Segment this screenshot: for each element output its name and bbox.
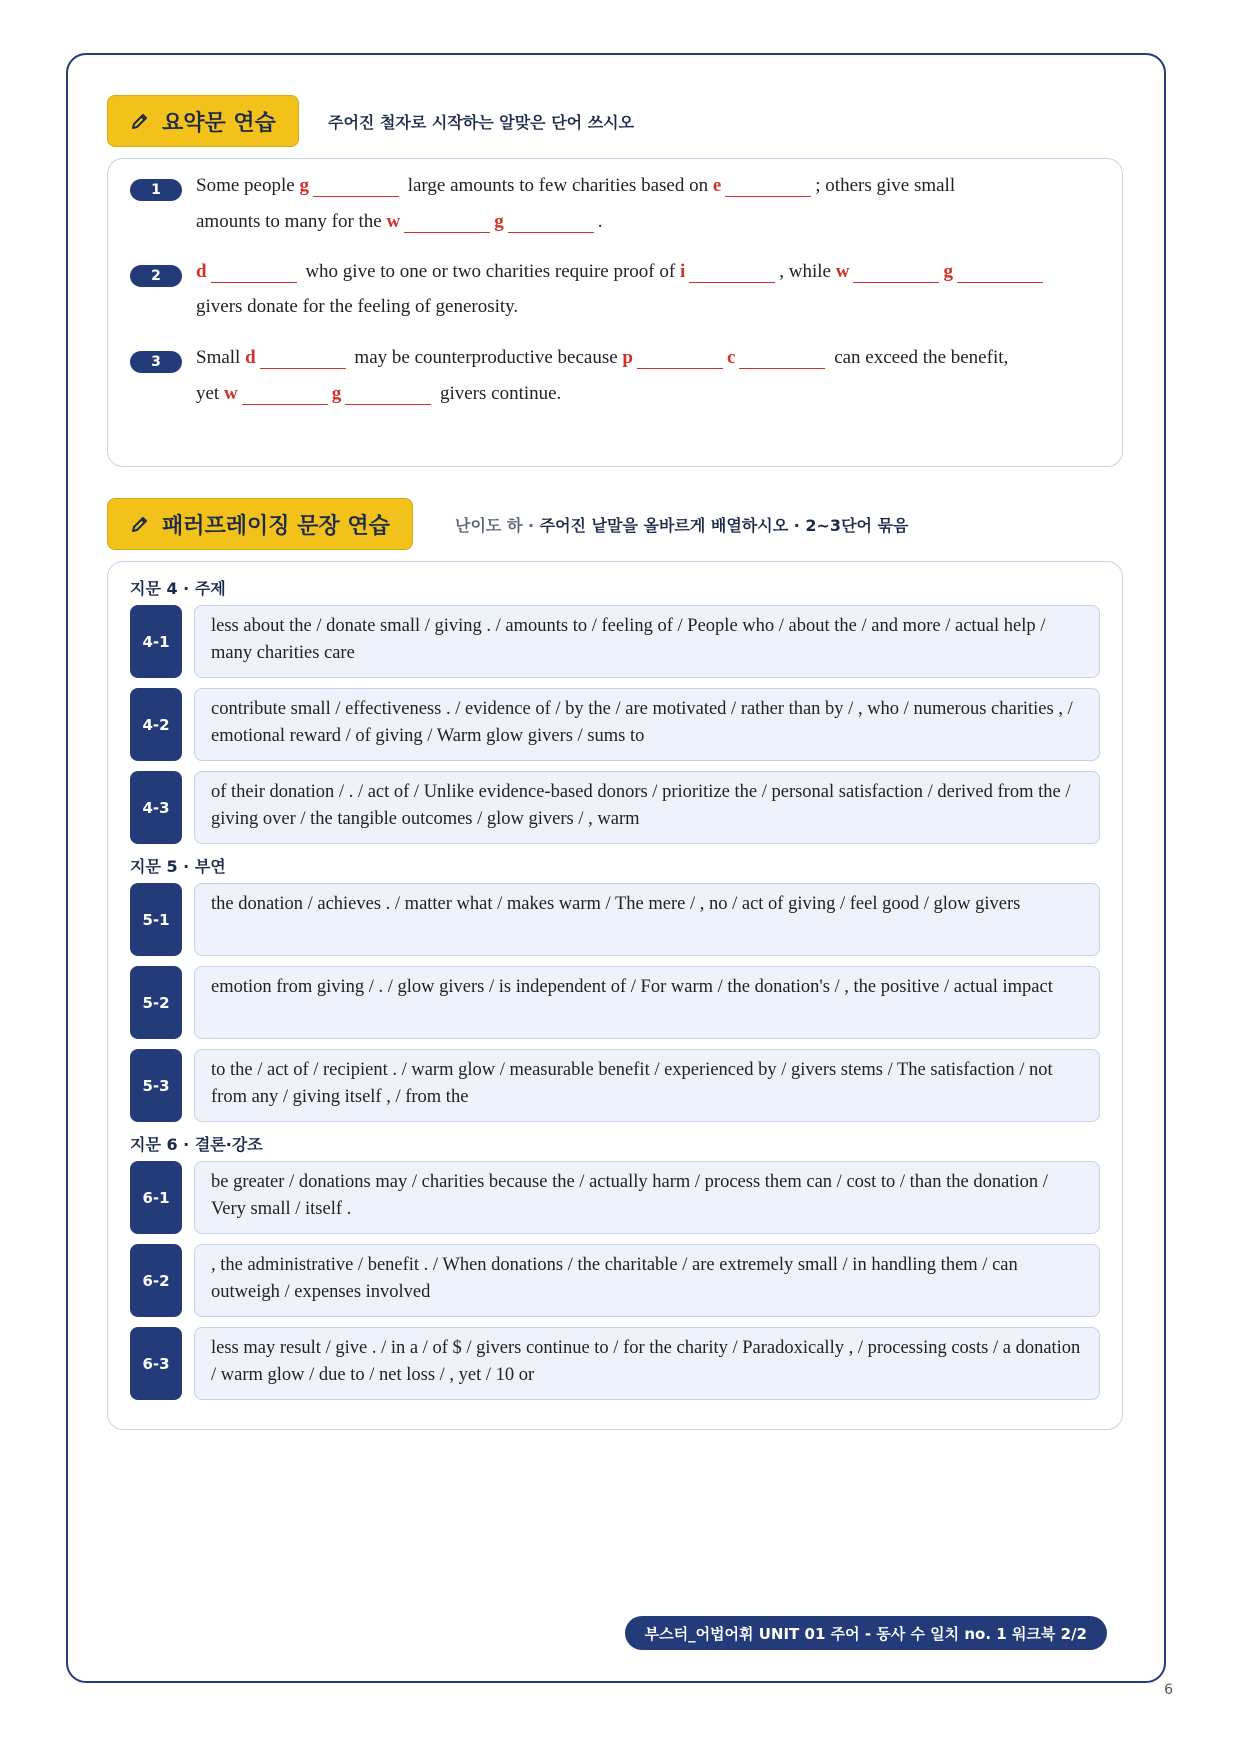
hint-letter: g xyxy=(943,261,953,282)
question-row xyxy=(130,688,1100,761)
hint-letter: d xyxy=(196,261,207,282)
paraphrase-box xyxy=(107,561,1123,1430)
word-chunks-box: to the / act of / recipient . / warm glow / measurable benefit / experienced by / givers stems / The satisfaction / not from any / giving itself , / from the xyxy=(194,1049,1100,1122)
sentence-text: givers donate for the feeling of generosity. xyxy=(196,296,519,317)
question-row xyxy=(130,966,1100,1039)
question-number-badge: 5-2 xyxy=(130,966,182,1039)
answer-blank[interactable] xyxy=(404,210,490,233)
hint-letter: g xyxy=(331,383,342,404)
question-number-badge: 6-3 xyxy=(130,1327,182,1400)
word-chunks-box: of their donation / . / act of / Unlike evidence-based donors / prioritize the / personal satisfaction / derived from the / giving over / the tangible outcomes / glow givers / , warm xyxy=(194,771,1100,844)
question-row xyxy=(130,771,1100,844)
hint-letter: w xyxy=(223,383,238,404)
section-title: 지문 5 · 부연 xyxy=(130,857,226,876)
summary-instruction-text: 주어진 철자로 시작하는 알맞은 단어 쓰시오 xyxy=(328,113,635,132)
answer-blank[interactable] xyxy=(242,382,328,405)
question-number-badge: 6-2 xyxy=(130,1244,182,1317)
answer-blank[interactable] xyxy=(211,260,297,283)
summary-line xyxy=(196,210,602,233)
sentence-text: ; others give small xyxy=(815,175,956,196)
hint-letter: c xyxy=(727,347,736,368)
sentence-text: yet xyxy=(196,383,224,404)
hint-letter: g xyxy=(494,211,504,232)
item-number-badge: 1 xyxy=(130,179,182,201)
summary-header-tag xyxy=(107,95,299,147)
hint-letter: i xyxy=(679,261,686,282)
sentence-text: Small xyxy=(196,347,246,368)
section-title: 지문 4 · 주제 xyxy=(130,579,226,598)
summary-line xyxy=(196,296,518,318)
sentence-text: may be counterproductive because xyxy=(349,347,623,368)
sentence-text: large amounts to few charities based on xyxy=(402,175,713,196)
hint-letter: p xyxy=(622,347,633,368)
question-number-badge: 5-3 xyxy=(130,1049,182,1122)
paraphrase-instruction-text: 주어진 낱말을 올바르게 배열하시오 · 2~3단어 묶음 xyxy=(539,516,909,535)
answer-blank[interactable] xyxy=(345,382,431,405)
sentence-text: who give to one or two charities require proof of xyxy=(300,261,680,282)
question-number-badge: 4-2 xyxy=(130,688,182,761)
answer-blank[interactable] xyxy=(739,346,825,369)
question-row xyxy=(130,1327,1100,1400)
word-chunks-box: emotion from giving / . / glow givers / is independent of / For warm / the donation's / , the positive / actual impact xyxy=(194,966,1100,1039)
difficulty-level: 난이도 하 · xyxy=(455,516,540,535)
summary-instruction xyxy=(328,110,634,133)
summary-line xyxy=(196,260,1047,283)
sentence-text: givers continue. xyxy=(435,383,562,404)
footer-label: 부스터_어법어휘 UNIT 01 주어 - 동사 수 일치 no. 1 워크북 2/2 xyxy=(644,1624,1087,1643)
sentence-text: . xyxy=(597,211,603,232)
question-number-badge: 5-1 xyxy=(130,883,182,956)
hint-letter: g xyxy=(299,175,309,196)
answer-blank[interactable] xyxy=(957,260,1043,283)
hint-letter: e xyxy=(712,175,722,196)
sentence-text: Some people xyxy=(196,175,300,196)
paraphrase-instruction xyxy=(455,513,908,536)
question-row xyxy=(130,605,1100,678)
sentence-text: can exceed the benefit, xyxy=(829,347,1009,368)
hint-letter: d xyxy=(245,347,256,368)
sentence-text: , while xyxy=(779,261,836,282)
summary-box xyxy=(107,158,1123,467)
question-row xyxy=(130,1244,1100,1317)
answer-blank[interactable] xyxy=(853,260,939,283)
paraphrase-title: 패러프레이징 문장 연습 xyxy=(162,513,390,539)
question-row xyxy=(130,1161,1100,1234)
word-chunks-box: be greater / donations may / charities because the / actually harm / process them can / cost to / than the donation / Very small / itself . xyxy=(194,1161,1100,1234)
answer-blank[interactable] xyxy=(260,346,346,369)
question-number-badge: 6-1 xyxy=(130,1161,182,1234)
question-number-badge: 4-1 xyxy=(130,605,182,678)
summary-line xyxy=(196,346,1008,369)
answer-blank[interactable] xyxy=(637,346,723,369)
summary-line xyxy=(196,174,955,197)
sentence-text: amounts to many for the xyxy=(196,211,387,232)
paraphrase-header-tag xyxy=(107,498,413,550)
word-chunks-box: less about the / donate small / giving . / amounts to / feeling of / People who / about the / and more / actual help / many charities care xyxy=(194,605,1100,678)
summary-title: 요약문 연습 xyxy=(162,110,276,136)
question-number-badge: 4-3 xyxy=(130,771,182,844)
question-row xyxy=(130,1049,1100,1122)
word-chunks-box: the donation / achieves . / matter what / makes warm / The mere / , no / act of giving / feel good / glow givers xyxy=(194,883,1100,956)
answer-blank[interactable] xyxy=(689,260,775,283)
item-number-badge: 3 xyxy=(130,351,182,373)
answer-blank[interactable] xyxy=(508,210,594,233)
summary-line xyxy=(196,382,561,405)
hint-letter: w xyxy=(386,211,401,232)
hint-letter: w xyxy=(835,261,850,282)
answer-blank[interactable] xyxy=(725,174,811,197)
page-number: 6 xyxy=(1164,1682,1173,1698)
question-row xyxy=(130,883,1100,956)
word-chunks-box: contribute small / effectiveness . / evidence of / by the / are motivated / rather than by / , who / numerous charities , / emotional reward / of giving / Warm glow givers / sums to xyxy=(194,688,1100,761)
word-chunks-box: less may result / give . / in a / of $ / givers continue to / for the charity / Paradoxically , / processing costs / a donation / warm glow / due to / net loss / , yet / 10 or xyxy=(194,1327,1100,1400)
pencil-icon xyxy=(130,514,150,534)
item-number-badge: 2 xyxy=(130,265,182,287)
section-title: 지문 6 · 결론·강조 xyxy=(130,1135,263,1154)
footer-badge xyxy=(625,1616,1107,1650)
answer-blank[interactable] xyxy=(313,174,399,197)
pencil-icon xyxy=(130,111,150,131)
word-chunks-box: , the administrative / benefit . / When donations / the charitable / are extremely small / in handling them / can outweigh / expenses involved xyxy=(194,1244,1100,1317)
